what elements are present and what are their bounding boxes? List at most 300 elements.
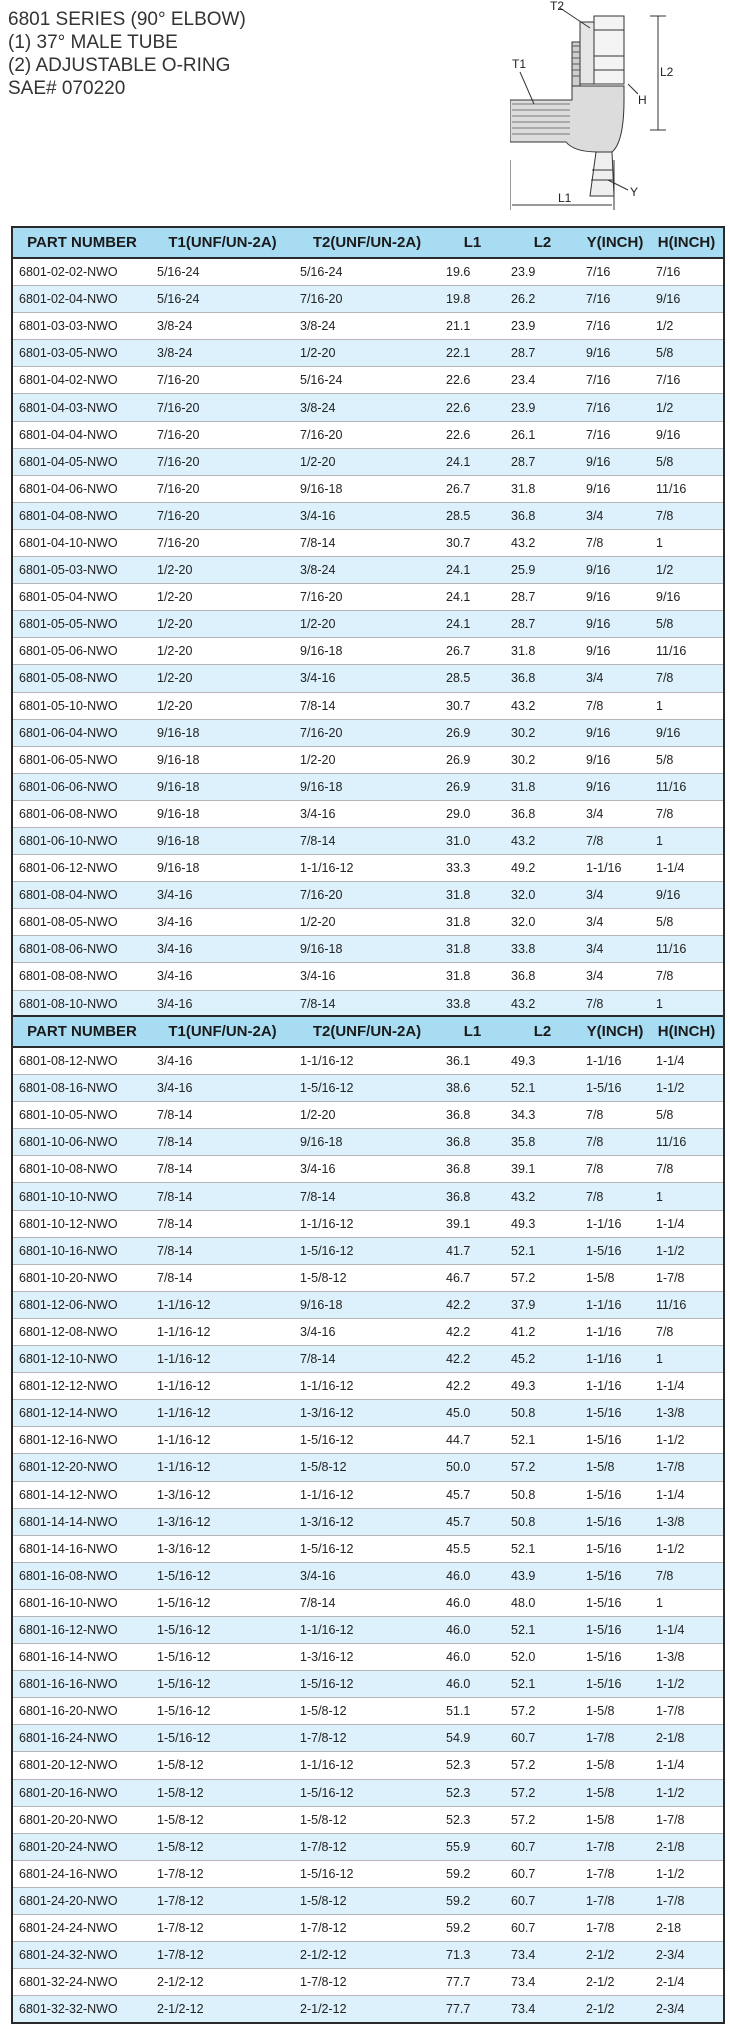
- table-cell: 1/2-20: [151, 584, 294, 611]
- table-cell: 7/8-14: [151, 1156, 294, 1183]
- table-cell: 1/2-20: [151, 638, 294, 665]
- table-cell: 45.7: [440, 1481, 505, 1508]
- table-cell: 1/2-20: [151, 665, 294, 692]
- table-cell: 36.8: [440, 1129, 505, 1156]
- table-cell: 1-3/16-12: [294, 1400, 440, 1427]
- table-cell: 52.3: [440, 1779, 505, 1806]
- table-cell: 1-5/16-12: [294, 1671, 440, 1698]
- table-cell: 1-7/8: [580, 1915, 650, 1942]
- table-cell: 7/8: [650, 963, 724, 990]
- table-cell: 6801-16-24-NWO: [12, 1725, 151, 1752]
- table-cell: 77.7: [440, 1969, 505, 1996]
- table-cell: 5/16-24: [151, 286, 294, 313]
- table-cell: 1/2: [650, 394, 724, 421]
- table-cell: 28.7: [505, 340, 580, 367]
- table-cell: 49.3: [505, 1047, 580, 1075]
- table-row: [12, 1102, 724, 1129]
- table-row: [12, 394, 724, 421]
- table-cell: 6801-10-05-NWO: [12, 1102, 151, 1129]
- table-cell: 46.0: [440, 1671, 505, 1698]
- table-cell: 43.2: [505, 1183, 580, 1210]
- table-cell: 3/4: [580, 963, 650, 990]
- table-cell: 2-1/8: [650, 1725, 724, 1752]
- table-cell: 2-3/4: [650, 1942, 724, 1969]
- table-row: [12, 1616, 724, 1643]
- table-cell: 1-1/4: [650, 1616, 724, 1643]
- table-cell: 1/2-20: [294, 909, 440, 936]
- table-cell: 7/8-14: [151, 1210, 294, 1237]
- table-cell: 1-3/16-12: [151, 1481, 294, 1508]
- table-cell: 31.8: [505, 475, 580, 502]
- table-cell: 6801-16-20-NWO: [12, 1698, 151, 1725]
- table-cell: 9/16-18: [294, 638, 440, 665]
- table-row: [12, 1535, 724, 1562]
- table-cell: 1-7/8: [580, 1725, 650, 1752]
- table-cell: 1-5/16-12: [294, 1779, 440, 1806]
- table-cell: 1/2-20: [151, 692, 294, 719]
- table-cell: 11/16: [650, 773, 724, 800]
- table-row: [12, 1833, 724, 1860]
- table-cell: 57.2: [505, 1806, 580, 1833]
- table-cell: 7/8: [650, 502, 724, 529]
- table-cell: 7/8: [580, 1156, 650, 1183]
- table-cell: 46.0: [440, 1616, 505, 1643]
- table-cell: 1-1/2: [650, 1075, 724, 1102]
- table-row: [12, 286, 724, 313]
- table-cell: 29.0: [440, 800, 505, 827]
- table-cell: 3/4-16: [151, 990, 294, 1018]
- series-title: 6801 SERIES (90° ELBOW): [8, 9, 246, 30]
- table-cell: 6801-05-08-NWO: [12, 665, 151, 692]
- table-cell: 49.3: [505, 1210, 580, 1237]
- table-cell: 3/4-16: [294, 800, 440, 827]
- table-cell: 1-1/16: [580, 1346, 650, 1373]
- table-cell: 60.7: [505, 1915, 580, 1942]
- table-cell: 49.2: [505, 855, 580, 882]
- table-cell: 7/8: [580, 1102, 650, 1129]
- table-cell: 26.9: [440, 719, 505, 746]
- table-cell: 9/16: [580, 448, 650, 475]
- table-row: [12, 1264, 724, 1291]
- table-cell: 1-1/2: [650, 1237, 724, 1264]
- table-cell: 6801-10-08-NWO: [12, 1156, 151, 1183]
- col-header-h: H(INCH): [650, 1016, 724, 1047]
- col-header-l1: L1: [440, 1016, 505, 1047]
- table-cell: 1/2-20: [294, 746, 440, 773]
- table-cell: 6801-20-16-NWO: [12, 1779, 151, 1806]
- table-cell: 1-1/16-12: [294, 1047, 440, 1075]
- table-cell: 6801-10-20-NWO: [12, 1264, 151, 1291]
- table-cell: 6801-03-03-NWO: [12, 313, 151, 340]
- title-block: [8, 8, 246, 100]
- table-cell: 1-5/8-12: [151, 1833, 294, 1860]
- table-row: [12, 1047, 724, 1075]
- table-cell: 1: [650, 1589, 724, 1616]
- table-cell: 1-3/8: [650, 1508, 724, 1535]
- table-cell: 33.8: [440, 990, 505, 1018]
- table-cell: 7/8-14: [294, 1183, 440, 1210]
- table-cell: 7/8-14: [294, 692, 440, 719]
- table-cell: 7/8: [580, 692, 650, 719]
- table-row: [12, 990, 724, 1018]
- table-cell: 43.2: [505, 990, 580, 1018]
- table-cell: 3/4-16: [151, 909, 294, 936]
- table-cell: 71.3: [440, 1942, 505, 1969]
- table-cell: 7/16-20: [294, 719, 440, 746]
- table-cell: 6801-20-12-NWO: [12, 1752, 151, 1779]
- table-cell: 5/8: [650, 448, 724, 475]
- table-cell: 57.2: [505, 1264, 580, 1291]
- table-cell: 1-1/2: [650, 1427, 724, 1454]
- table-cell: 1/2-20: [294, 448, 440, 475]
- table-cell: 1-1/16-12: [294, 1373, 440, 1400]
- table-cell: 7/16: [580, 313, 650, 340]
- table-cell: 1-1/16-12: [151, 1373, 294, 1400]
- stem-nut: [594, 16, 624, 84]
- table-cell: 7/16: [580, 286, 650, 313]
- table-cell: 11/16: [650, 1129, 724, 1156]
- table-cell: 31.8: [505, 773, 580, 800]
- table-cell: 59.2: [440, 1887, 505, 1914]
- table-cell: 1-1/16-12: [294, 855, 440, 882]
- table-cell: 2-1/2: [580, 1942, 650, 1969]
- t1-leader: [520, 72, 534, 104]
- label-h: H: [638, 93, 647, 107]
- table-row: [12, 1698, 724, 1725]
- table-cell: 3/4-16: [151, 882, 294, 909]
- table-cell: 11/16: [650, 936, 724, 963]
- table-cell: 26.9: [440, 773, 505, 800]
- table-cell: 1-1/16-12: [151, 1291, 294, 1318]
- table-cell: 73.4: [505, 1969, 580, 1996]
- col-header-y: Y(INCH): [580, 227, 650, 258]
- col-header-l2: L2: [505, 227, 580, 258]
- table-cell: 1-1/4: [650, 1752, 724, 1779]
- table-row: [12, 313, 724, 340]
- table-cell: 7/8: [650, 665, 724, 692]
- table-row: [12, 1075, 724, 1102]
- table-row: [12, 1237, 724, 1264]
- table-cell: 1-1/16-12: [151, 1318, 294, 1345]
- table-cell: 1-7/8-12: [151, 1887, 294, 1914]
- table-cell: 57.2: [505, 1752, 580, 1779]
- table-cell: 3/4-16: [151, 936, 294, 963]
- table-cell: 9/16-18: [294, 773, 440, 800]
- table-cell: 1: [650, 1346, 724, 1373]
- table-cell: 9/16: [650, 719, 724, 746]
- table-cell: 2-1/8: [650, 1833, 724, 1860]
- table-cell: 1-5/16: [580, 1508, 650, 1535]
- table-cell: 1-1/16: [580, 1318, 650, 1345]
- table-cell: 19.8: [440, 286, 505, 313]
- col-header-part-number: PART NUMBER: [12, 227, 151, 258]
- table-cell: 9/16-18: [294, 1129, 440, 1156]
- table-cell: 60.7: [505, 1725, 580, 1752]
- table-cell: 6801-04-08-NWO: [12, 502, 151, 529]
- table-cell: 9/16: [580, 746, 650, 773]
- table-cell: 6801-04-06-NWO: [12, 475, 151, 502]
- subtitle-male-tube: (1) 37° MALE TUBE: [8, 32, 178, 53]
- table-cell: 6801-04-03-NWO: [12, 394, 151, 421]
- table-cell: 52.1: [505, 1427, 580, 1454]
- table-cell: 38.6: [440, 1075, 505, 1102]
- table-row: [12, 800, 724, 827]
- table-cell: 1-1/2: [650, 1535, 724, 1562]
- table-cell: 73.4: [505, 1996, 580, 2024]
- table-row: [12, 936, 724, 963]
- table-row: [12, 882, 724, 909]
- table-cell: 3/8-24: [151, 313, 294, 340]
- table-cell: 55.9: [440, 1833, 505, 1860]
- table-cell: 43.2: [505, 692, 580, 719]
- table-cell: 6801-16-16-NWO: [12, 1671, 151, 1698]
- table-row: [12, 1671, 724, 1698]
- table-cell: 7/16-20: [151, 448, 294, 475]
- table-cell: 43.9: [505, 1562, 580, 1589]
- table-cell: 7/8-14: [151, 1102, 294, 1129]
- table-cell: 45.5: [440, 1535, 505, 1562]
- table-cell: 1-5/16: [580, 1616, 650, 1643]
- table-cell: 7/8-14: [151, 1129, 294, 1156]
- table-row: [12, 557, 724, 584]
- table-row: [12, 1915, 724, 1942]
- table-cell: 1-5/8-12: [294, 1806, 440, 1833]
- table-cell: 11/16: [650, 638, 724, 665]
- table-cell: 6801-05-05-NWO: [12, 611, 151, 638]
- table-cell: 1-1/16-12: [294, 1210, 440, 1237]
- table-cell: 23.9: [505, 258, 580, 286]
- table-cell: 3/4: [580, 800, 650, 827]
- table-cell: 6801-06-10-NWO: [12, 827, 151, 854]
- table-cell: 57.2: [505, 1779, 580, 1806]
- table-row: [12, 611, 724, 638]
- table-cell: 3/4-16: [151, 963, 294, 990]
- table-cell: 26.7: [440, 638, 505, 665]
- table-cell: 6801-03-05-NWO: [12, 340, 151, 367]
- table-cell: 3/4-16: [151, 1075, 294, 1102]
- table-row: [12, 475, 724, 502]
- table-cell: 1-5/8-12: [294, 1887, 440, 1914]
- table-cell: 1-5/8-12: [151, 1806, 294, 1833]
- table-cell: 1-5/16-12: [151, 1725, 294, 1752]
- table-cell: 6801-08-10-NWO: [12, 990, 151, 1018]
- table-cell: 1-1/4: [650, 1047, 724, 1075]
- table-cell: 7/16-20: [151, 421, 294, 448]
- table-cell: 9/16: [650, 286, 724, 313]
- table-cell: 6801-08-16-NWO: [12, 1075, 151, 1102]
- table-cell: 36.8: [440, 1183, 505, 1210]
- table-cell: 1-7/8: [580, 1887, 650, 1914]
- table-cell: 5/8: [650, 746, 724, 773]
- table-cell: 9/16: [580, 638, 650, 665]
- table-cell: 7/16-20: [151, 529, 294, 556]
- table-cell: 1-7/8: [650, 1887, 724, 1914]
- table-cell: 2-1/4: [650, 1969, 724, 1996]
- table-cell: 1-1/4: [650, 855, 724, 882]
- table-cell: 1-5/16: [580, 1481, 650, 1508]
- table-cell: 1-7/8: [650, 1454, 724, 1481]
- table-cell: 26.2: [505, 286, 580, 313]
- table-cell: 7/8-14: [294, 990, 440, 1018]
- table-cell: 1-5/8-12: [151, 1752, 294, 1779]
- table-cell: 3/8-24: [294, 394, 440, 421]
- label-l1: L1: [558, 191, 572, 205]
- table-cell: 1-1/2: [650, 1860, 724, 1887]
- table-cell: 6801-08-06-NWO: [12, 936, 151, 963]
- table-cell: 9/16: [580, 584, 650, 611]
- table-cell: 31.0: [440, 827, 505, 854]
- table-row: [12, 1400, 724, 1427]
- table-row: [12, 665, 724, 692]
- table-cell: 6801-10-12-NWO: [12, 1210, 151, 1237]
- table-cell: 6801-16-14-NWO: [12, 1644, 151, 1671]
- table-cell: 42.2: [440, 1291, 505, 1318]
- parts-table-2: [11, 1015, 725, 2024]
- table-cell: 1-5/8-12: [294, 1264, 440, 1291]
- table-cell: 1-5/8-12: [151, 1779, 294, 1806]
- table-cell: 3/4-16: [294, 963, 440, 990]
- table-cell: 1: [650, 692, 724, 719]
- table-cell: 45.7: [440, 1508, 505, 1535]
- table-cell: 6801-05-10-NWO: [12, 692, 151, 719]
- table-cell: 36.8: [505, 502, 580, 529]
- table-cell: 46.0: [440, 1589, 505, 1616]
- table-cell: 6801-12-16-NWO: [12, 1427, 151, 1454]
- table-cell: 50.0: [440, 1454, 505, 1481]
- table-cell: 6801-06-08-NWO: [12, 800, 151, 827]
- table-cell: 42.2: [440, 1318, 505, 1345]
- table-row: [12, 1156, 724, 1183]
- table-cell: 1/2-20: [294, 340, 440, 367]
- table-cell: 46.0: [440, 1644, 505, 1671]
- table-cell: 31.8: [440, 963, 505, 990]
- col-header-l1: L1: [440, 227, 505, 258]
- table-cell: 6801-12-14-NWO: [12, 1400, 151, 1427]
- table-cell: 7/8: [580, 827, 650, 854]
- table-row: [12, 1508, 724, 1535]
- table-cell: 1-3/16-12: [151, 1508, 294, 1535]
- table-row: [12, 1996, 724, 2024]
- table-cell: 30.2: [505, 746, 580, 773]
- table-cell: 32.0: [505, 882, 580, 909]
- table-cell: 44.7: [440, 1427, 505, 1454]
- table-cell: 45.0: [440, 1400, 505, 1427]
- table-cell: 6801-02-04-NWO: [12, 286, 151, 313]
- table-row: [12, 963, 724, 990]
- table-cell: 1-3/16-12: [151, 1535, 294, 1562]
- table-cell: 5/8: [650, 1102, 724, 1129]
- table-cell: 2-1/2: [580, 1996, 650, 2024]
- table-cell: 6801-08-04-NWO: [12, 882, 151, 909]
- table-cell: 9/16-18: [151, 773, 294, 800]
- table-cell: 19.6: [440, 258, 505, 286]
- table-cell: 7/16: [580, 258, 650, 286]
- table-cell: 5/8: [650, 611, 724, 638]
- table-cell: 36.8: [505, 963, 580, 990]
- table-row: [12, 1779, 724, 1806]
- table-cell: 60.7: [505, 1887, 580, 1914]
- table-cell: 3/4-16: [294, 502, 440, 529]
- table-cell: 7/16-20: [151, 502, 294, 529]
- table-cell: 1-1/2: [650, 1671, 724, 1698]
- table-cell: 1-1/16: [580, 1047, 650, 1075]
- table-cell: 7/16: [580, 367, 650, 394]
- t2-leader: [560, 8, 590, 28]
- table-cell: 6801-10-10-NWO: [12, 1183, 151, 1210]
- table-cell: 46.0: [440, 1562, 505, 1589]
- table-cell: 26.9: [440, 746, 505, 773]
- table-cell: 52.1: [505, 1075, 580, 1102]
- table-cell: 1-3/8: [650, 1400, 724, 1427]
- table-cell: 1-5/16-12: [151, 1589, 294, 1616]
- table-cell: 24.1: [440, 448, 505, 475]
- table-cell: 31.8: [440, 936, 505, 963]
- table-row: [12, 638, 724, 665]
- table-cell: 6801-06-12-NWO: [12, 855, 151, 882]
- table-cell: 9/16-18: [151, 800, 294, 827]
- table-cell: 1-5/16: [580, 1400, 650, 1427]
- table-row: [12, 1589, 724, 1616]
- table-cell: 1-1/16-12: [294, 1752, 440, 1779]
- table-row: [12, 340, 724, 367]
- stem-body: [580, 22, 594, 84]
- table-cell: 1-7/8: [580, 1860, 650, 1887]
- table-cell: 7/8-14: [151, 1183, 294, 1210]
- table-cell: 7/16: [650, 258, 724, 286]
- table-row: [12, 692, 724, 719]
- table-cell: 1/2-20: [294, 611, 440, 638]
- h-leader: [628, 84, 638, 94]
- table-cell: 6801-05-04-NWO: [12, 584, 151, 611]
- table-cell: 3/4-16: [151, 1047, 294, 1075]
- label-t2: T2: [550, 0, 565, 13]
- table-row: [12, 1454, 724, 1481]
- table-cell: 3/8-24: [294, 313, 440, 340]
- table-cell: 23.9: [505, 394, 580, 421]
- table-cell: 77.7: [440, 1996, 505, 2024]
- table-row: [12, 1291, 724, 1318]
- table-cell: 1-7/8-12: [294, 1969, 440, 1996]
- table-cell: 6801-12-10-NWO: [12, 1346, 151, 1373]
- table-cell: 21.1: [440, 313, 505, 340]
- table-cell: 1-5/8: [580, 1806, 650, 1833]
- table-cell: 31.8: [505, 638, 580, 665]
- table-cell: 6801-20-24-NWO: [12, 1833, 151, 1860]
- table-cell: 9/16-18: [151, 855, 294, 882]
- col-header-l2: L2: [505, 1016, 580, 1047]
- table-cell: 60.7: [505, 1833, 580, 1860]
- table-cell: 1-5/16-12: [294, 1535, 440, 1562]
- table-cell: 7/16-20: [294, 882, 440, 909]
- table-cell: 2-1/2-12: [294, 1996, 440, 2024]
- table-cell: 3/4: [580, 882, 650, 909]
- table-cell: 1-5/16-12: [294, 1427, 440, 1454]
- table-cell: 9/16: [580, 340, 650, 367]
- table-cell: 7/8-14: [151, 1264, 294, 1291]
- table-cell: 23.4: [505, 367, 580, 394]
- table-cell: 3/4-16: [294, 1318, 440, 1345]
- table-cell: 2-1/2: [580, 1969, 650, 1996]
- table-cell: 6801-04-04-NWO: [12, 421, 151, 448]
- table-row: [12, 855, 724, 882]
- table-cell: 7/16: [580, 394, 650, 421]
- parts-table-1: [11, 226, 725, 1019]
- table-cell: 6801-06-04-NWO: [12, 719, 151, 746]
- table-cell: 2-1/2-12: [294, 1942, 440, 1969]
- table-row: [12, 448, 724, 475]
- table-cell: 5/16-24: [294, 258, 440, 286]
- table-row: [12, 1725, 724, 1752]
